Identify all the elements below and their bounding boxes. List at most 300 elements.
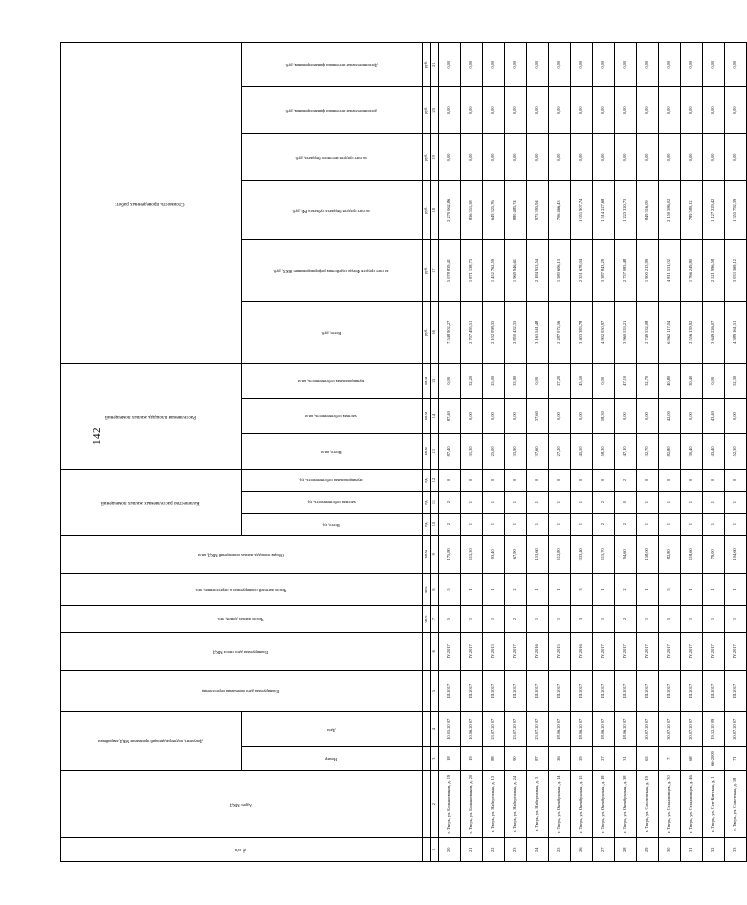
cell-doc-date: 20.07.20 07 (681, 712, 703, 747)
unit-cell: кв.м (423, 363, 431, 398)
col-index: 7 (431, 606, 439, 632)
cell-flats-total: 1 (483, 513, 505, 535)
cell-cost-local: 0,00 (593, 134, 615, 181)
table-row (461, 43, 483, 862)
cell-cost-local: 0,00 (637, 134, 659, 181)
cell-plan-end: III.2017 (593, 670, 615, 711)
cell-residents: 1 (549, 606, 571, 632)
cell-cost-subject: 836 351,58 (461, 181, 483, 240)
cell-residents: 2 (615, 606, 637, 632)
cell-cost-subject: 1 051 907,74 (571, 181, 593, 240)
cell-doc-number: 88 (483, 747, 505, 771)
cell-area-res-mun: 25,00 (483, 363, 505, 398)
cell-area-res-private: 0,00 (549, 398, 571, 433)
cell-cost-subject: 649 325,76 (483, 181, 505, 240)
cell-to-move: 1 (593, 573, 615, 605)
cell-residents: 3 (571, 606, 593, 632)
cell-address: г. Тверь, ул. Набережная, д. 24 (505, 770, 527, 838)
cell-cost-fond: 1 969 946,61 (505, 240, 527, 302)
cell-cost-total: 3 161 541,48 (527, 301, 549, 363)
cell-cost-local: 0,00 (681, 134, 703, 181)
cell-to-move: 1 (549, 573, 571, 605)
cell-area-res-private: 0,00 (505, 398, 527, 433)
cell-area-res-private: 0,00 (637, 398, 659, 433)
cell-flats-mun: 0 (593, 469, 615, 491)
cell-cost-subject: 1 514 227,68 (593, 181, 615, 240)
cell-area-res-private: 87,40 (439, 398, 461, 433)
header-row-captions (61, 43, 242, 862)
cell-doc-number: 29 (571, 747, 593, 771)
cell-cost-subject: 2 150 586,02 (659, 181, 681, 240)
cell-cost-local: 0,00 (439, 134, 461, 181)
cell-residents: 2 (505, 606, 527, 632)
header-col-doc-number: Номер (242, 747, 423, 771)
cell-plan-demolish: IV.2016 (527, 632, 549, 670)
cell-area-res-total: 27,20 (549, 434, 571, 469)
cell-cost-extra2: 0,00 (681, 43, 703, 87)
unit-cell (423, 770, 431, 838)
cell-area-res-private: 0,00 (461, 398, 483, 433)
cell-num: 28 (615, 838, 637, 862)
cell-address: г. Тверь, ул. Октябрьская, д. 38 (615, 770, 637, 838)
cell-cost-extra2: 0,00 (659, 43, 681, 87)
cell-doc-date: 23.07.20 07 (505, 712, 527, 747)
cell-plan-end: III.2017 (483, 670, 505, 711)
cell-flats-private: 1 (571, 491, 593, 513)
header-col-residents: Число жилых домов, чел. (61, 606, 423, 632)
cell-cost-local: 0,00 (505, 134, 527, 181)
table-row (483, 43, 505, 862)
cell-area-res-total: 82,80 (659, 434, 681, 469)
cell-plan-demolish: IV.2016 (571, 632, 593, 670)
cell-area-res-total: 47,10 (615, 434, 637, 469)
cell-plan-end: III.2017 (703, 670, 725, 711)
cell-cost-extra2: 0,00 (593, 43, 615, 87)
col-index: 12 (431, 469, 439, 491)
cell-doc-number: 87 (527, 747, 549, 771)
unit-cell: ед. (423, 469, 431, 491)
cell-to-move: 2 (615, 573, 637, 605)
cell-num: 21 (461, 838, 483, 862)
cell-doc-date: 20.07.20 07 (637, 712, 659, 747)
cell-area-total: 115,30 (461, 535, 483, 573)
cell-area-res-mun: 27,20 (549, 363, 571, 398)
unit-row (423, 43, 431, 862)
cell-address: г. Тверь, ул. Октябрьская, д. 15 (571, 770, 593, 838)
cell-area-res-mun: 33,90 (505, 363, 527, 398)
cell-cost-extra: 0,00 (527, 87, 549, 134)
cell-flats-mun: 0 (659, 469, 681, 491)
cell-area-res-mun: 32,70 (637, 363, 659, 398)
cell-to-move: 1 (483, 573, 505, 605)
cell-cost-subject: 2 270 062,86 (439, 181, 461, 240)
cell-plan-end: III.2017 (659, 670, 681, 711)
cell-flats-total: 2 (593, 513, 615, 535)
header-col-to-move: Число жителей планируемых к переселению, чел. (61, 573, 423, 605)
cell-area-res-total: 45,50 (571, 434, 593, 469)
cell-cost-extra: 0,00 (703, 87, 725, 134)
cell-num: 27 (593, 838, 615, 862)
cell-flats-mun: 0 (725, 469, 747, 491)
col-index: 11 (431, 491, 439, 513)
cell-cost-fond: 1 766 249,80 (681, 240, 703, 302)
cell-flats-private: 1 (725, 491, 747, 513)
cell-flats-private: 1 (703, 491, 725, 513)
col-index: 16 (431, 301, 439, 363)
cell-area-total: 67,90 (505, 535, 527, 573)
cell-flats-private: 0 (615, 491, 637, 513)
cell-cost-subject: 849 316,09 (637, 181, 659, 240)
cell-flats-total: 1 (703, 513, 725, 535)
header-col-plan-demolish: Планируемая дата сноса МКД (61, 632, 423, 670)
header-col-flats-private: частная собственность, ед. (242, 491, 423, 513)
cell-doc-date: 18.06.20 07 (593, 712, 615, 747)
cell-area-res-private: 42,00 (659, 398, 681, 433)
cell-address: г. Тверь, ул. Советская, д. 18 (725, 770, 747, 838)
cell-address: г. Тверь, ул. Октябрьская, д. 14 (549, 770, 571, 838)
cell-cost-local: 0,00 (571, 134, 593, 181)
unit-cell (423, 670, 431, 711)
cell-cost-fond: 2 521 996,58 (703, 240, 725, 302)
cell-num: 26 (571, 838, 593, 862)
cell-flats-private: 1 (505, 491, 527, 513)
cell-cost-total: 4 902 050,97 (593, 301, 615, 363)
cell-plan-demolish: IV.2017 (703, 632, 725, 670)
cell-area-res-total: 30,40 (681, 434, 703, 469)
cell-flats-mun: 0 (571, 469, 593, 491)
cell-cost-extra: 0,00 (615, 87, 637, 134)
header-col-doc-date: Дата (242, 712, 423, 747)
cell-area-res-mun: 0,00 (593, 363, 615, 398)
cell-cost-extra: 0,00 (439, 87, 461, 134)
cell-area-total: 93,40 (483, 535, 505, 573)
cell-to-move: 1 (703, 573, 725, 605)
cell-to-move: 3 (571, 573, 593, 605)
cell-area-total: 104,60 (725, 535, 747, 573)
cell-cost-total: 2 287 072,56 (549, 301, 571, 363)
table-row (571, 43, 593, 862)
cell-area-res-mun: 0,00 (703, 363, 725, 398)
unit-cell: руб. (423, 240, 431, 302)
cell-plan-end: III.2017 (461, 670, 483, 711)
cell-plan-demolish: IV.2017 (439, 632, 461, 670)
col-index: 5 (431, 670, 439, 711)
cell-doc-number: 31 (615, 747, 637, 771)
table-row (439, 43, 461, 862)
cell-to-move: 1 (527, 573, 549, 605)
table-row (615, 43, 637, 862)
cell-address: г. Тверь, ул. Стахановцев, д. 30 (659, 770, 681, 838)
cell-area-total: 153,60 (527, 535, 549, 573)
cell-cost-local: 0,00 (461, 134, 483, 181)
col-index: 17 (431, 240, 439, 302)
cell-doc-number: 26 (549, 747, 571, 771)
cell-flats-private: 2 (593, 491, 615, 513)
col-index: 20 (431, 87, 439, 134)
unit-cell: чел. (423, 573, 431, 605)
cell-cost-total: 4 389 161,51 (725, 301, 747, 363)
cell-doc-number: 18 (439, 747, 461, 771)
relocation-program-table (60, 42, 747, 862)
cell-cost-extra: 0,00 (725, 87, 747, 134)
cell-area-res-private: 0,00 (725, 398, 747, 433)
cell-address: г. Тверь, ул. Большевиков, д. 20 (461, 770, 483, 838)
cell-num: 32 (703, 838, 725, 862)
header-col-cost-extra2: Дополнительные источники финансирования, руб. (242, 43, 423, 87)
cell-area-res-private: 0,00 (681, 398, 703, 433)
page-number: 142 (91, 427, 103, 445)
cell-plan-demolish: IV.2017 (725, 632, 747, 670)
col-index: 10 (431, 513, 439, 535)
cell-cost-extra2: 0,00 (571, 43, 593, 87)
unit-cell: кв.м (423, 398, 431, 433)
cell-doc-number: 63 (637, 747, 659, 771)
cell-area-res-total: 43,40 (703, 434, 725, 469)
cell-to-move: 2 (505, 573, 527, 605)
cell-flats-mun: 0 (483, 469, 505, 491)
table-row (505, 43, 527, 862)
cell-residents: 1 (681, 606, 703, 632)
cell-cost-extra: 0,00 (571, 87, 593, 134)
cell-residents: 1 (461, 606, 483, 632)
header-group-cost: Стоимость проведенных работ: (61, 43, 242, 364)
cell-area-res-private: 43,40 (703, 398, 725, 433)
unit-cell: руб. (423, 181, 431, 240)
col-index: 15 (431, 363, 439, 398)
table-row (527, 43, 549, 862)
header-col-cost-extra: дополнительные источники финансирования, руб. (242, 87, 423, 134)
cell-flats-total: 1 (659, 513, 681, 535)
header-col-area-res-private: частная собственность, кв.м (242, 398, 423, 433)
cell-doc-date: 19.12.20 09 (703, 712, 725, 747)
cell-area-total: 118,60 (681, 535, 703, 573)
cell-num: 33 (725, 838, 747, 862)
cell-address: г. Тверь, ул. Стахановцев, д. 46 (681, 770, 703, 838)
cell-cost-extra2: 0,00 (483, 43, 505, 87)
cell-doc-number: 27 (593, 747, 615, 771)
cell-plan-end: III.2017 (505, 670, 527, 711)
cell-flats-mun: 2 (615, 469, 637, 491)
cell-doc-number: 7 (659, 747, 681, 771)
cell-area-res-private: 37,60 (527, 398, 549, 433)
col-index: 8 (431, 573, 439, 605)
col-index: 6 (431, 632, 439, 670)
cell-cost-fond: 5 078 839,41 (439, 240, 461, 302)
cell-doc-date: 20.07.20 07 (725, 712, 747, 747)
cell-num: 25 (549, 838, 571, 862)
col-index: 1 (431, 838, 439, 862)
cell-address: г. Тверь, ул. Сен-Китская, д. 1 (703, 770, 725, 838)
cell-cost-total: 3 649 226,07 (703, 301, 725, 363)
cell-cost-extra: 0,00 (593, 87, 615, 134)
header-group-area-relocated: Расселяемая площадь жилых помещений (61, 363, 242, 469)
cell-cost-subject: 880 485,74 (505, 181, 527, 240)
cell-area-res-total: 33,90 (505, 434, 527, 469)
cell-cost-fond: 1 580 606,13 (549, 240, 571, 302)
cell-plan-demolish: IV.2017 (593, 632, 615, 670)
cell-cost-extra: 0,00 (637, 87, 659, 134)
cell-cost-fond: 1 871 138,73 (461, 240, 483, 302)
header-col-num: № п/п (61, 838, 423, 862)
cell-flats-total: 1 (461, 513, 483, 535)
cell-flats-private: 1 (659, 491, 681, 513)
cell-cost-extra2: 0,00 (725, 43, 747, 87)
cell-flats-total: 1 (571, 513, 593, 535)
cell-flats-total: 1 (505, 513, 527, 535)
cell-to-move: 1 (681, 573, 703, 605)
col-index: 13 (431, 434, 439, 469)
cell-cost-subject: 1 127 229,42 (703, 181, 725, 240)
cell-area-total: 175,80 (439, 535, 461, 573)
cell-area-res-mun: 0,00 (439, 363, 461, 398)
header-col-cost-subject: за счет средств бюджета субъекта РФ, руб. (242, 181, 423, 240)
cell-to-move: 5 (439, 573, 461, 605)
cell-area-res-total: 52,30 (725, 434, 747, 469)
unit-cell (423, 712, 431, 747)
header-col-flats-mun: муниципальная собственность, ед. (242, 469, 423, 491)
cell-cost-extra2: 0,00 (549, 43, 571, 87)
col-index: 18 (431, 181, 439, 240)
cell-area-res-mun: 30,40 (681, 363, 703, 398)
unit-cell: руб. (423, 134, 431, 181)
cell-plan-end: III.2017 (571, 670, 593, 711)
cell-plan-end: III.2017 (681, 670, 703, 711)
cell-flats-private: 1 (549, 491, 571, 513)
cell-residents: 1 (527, 606, 549, 632)
cell-address: г. Тверь, ул. Набережная, д. 3 (527, 770, 549, 838)
cell-cost-extra2: 0,00 (461, 43, 483, 87)
header-group-doc: Документ, подтверждающий признание МКД аварийным (61, 712, 242, 771)
cell-area-total: 94,60 (615, 535, 637, 573)
cell-plan-end: III.2017 (725, 670, 747, 711)
col-index: 4 (431, 712, 439, 747)
cell-cost-extra: 0,00 (659, 87, 681, 134)
cell-plan-end: III.2017 (527, 670, 549, 711)
cell-cost-fond: 3 033 369,12 (725, 240, 747, 302)
cell-flats-mun: 0 (637, 469, 659, 491)
cell-area-res-mun: 32,20 (461, 363, 483, 398)
unit-cell: руб. (423, 301, 431, 363)
cell-cost-extra: 0,00 (549, 87, 571, 134)
cell-doc-number: 19 (461, 747, 483, 771)
cell-cost-total: 6 962 117,04 (659, 301, 681, 363)
unit-cell: кв.м (423, 434, 431, 469)
cell-area-res-private: 0,00 (615, 398, 637, 433)
cell-flats-private: 1 (681, 491, 703, 513)
col-index: 21 (431, 43, 439, 87)
cell-area-res-total: 58,30 (593, 434, 615, 469)
cell-area-total: 158,00 (637, 535, 659, 573)
cell-residents: 1 (703, 606, 725, 632)
cell-cost-total: 2 749 532,08 (637, 301, 659, 363)
cell-plan-demolish: IV.2013 (483, 632, 505, 670)
cell-doc-date: 23.07.20 07 (483, 712, 505, 747)
cell-residents: 1 (637, 606, 659, 632)
cell-flats-mun: 0 (505, 469, 527, 491)
cell-cost-extra2: 0,00 (703, 43, 725, 87)
cell-cost-fond: 1 452 762,59 (483, 240, 505, 302)
cell-plan-demolish: IV.2015 (549, 632, 571, 670)
table-row (593, 43, 615, 862)
cell-plan-end: III.2017 (637, 670, 659, 711)
unit-cell: чел. (423, 606, 431, 632)
cell-flats-total: 2 (439, 513, 461, 535)
cell-residents: 5 (659, 606, 681, 632)
cell-to-move: 1 (725, 573, 747, 605)
cell-area-res-total: 31,30 (461, 434, 483, 469)
cell-cost-total: 3 403 383,78 (571, 301, 593, 363)
cell-plan-end: III.2017 (549, 670, 571, 711)
cell-cost-extra: 0,00 (505, 87, 527, 134)
table-row (637, 43, 659, 862)
cell-cost-fond: 1 900 215,99 (637, 240, 659, 302)
cell-area-total: 333,40 (571, 535, 593, 573)
cell-area-total: 82,80 (659, 535, 681, 573)
cell-doc-date: 18.06.20 07 (549, 712, 571, 747)
table-row (681, 43, 703, 862)
cell-flats-total: 1 (549, 513, 571, 535)
header-group-count-relocated: Количество расселяемых жилых помещений (61, 469, 242, 535)
cell-flats-private: 1 (527, 491, 549, 513)
cell-cost-fond: 2 737 085,48 (615, 240, 637, 302)
cell-cost-extra2: 0,00 (637, 43, 659, 87)
cell-plan-end: III.2017 (439, 670, 461, 711)
cell-area-res-mun: 40,80 (659, 363, 681, 398)
cell-area-res-mun: 45,50 (571, 363, 593, 398)
cell-residents: 1 (593, 606, 615, 632)
cell-cost-total: 2 102 098,35 (483, 301, 505, 363)
header-col-cost-local: за счет средств местного бюджета, руб. (242, 134, 423, 181)
header-col-cost-total: Всего, руб. (242, 301, 423, 363)
cell-plan-end: III.2017 (615, 670, 637, 711)
cell-area-res-private: 0,00 (571, 398, 593, 433)
cell-cost-local: 0,00 (725, 134, 747, 181)
col-index: 9 (431, 535, 439, 573)
cell-address: г. Тверь, ул. Смоленская, д. 19 (637, 770, 659, 838)
cell-to-move: 1 (461, 573, 483, 605)
cell-area-res-mun: 0,00 (527, 363, 549, 398)
table-row (659, 43, 681, 862)
cell-plan-demolish: IV.2017 (461, 632, 483, 670)
table-row (725, 43, 747, 862)
header-row-subcaptions (242, 43, 423, 862)
cell-flats-mun: 0 (549, 469, 571, 491)
cell-area-res-total: 25,00 (483, 434, 505, 469)
cell-cost-subject: 706 466,43 (549, 181, 571, 240)
header-col-area-res-mun: муниципальная собственность, кв.м (242, 363, 423, 398)
landscape-table-wrapper (60, 42, 738, 862)
col-index: 2 (431, 770, 439, 838)
cell-doc-date: 10.06.20 07 (461, 712, 483, 747)
cell-doc-date: 30.07.20 07 (659, 712, 681, 747)
cell-flats-mun: 0 (681, 469, 703, 491)
cell-address: г. Тверь, ул. Большевиков, д. 19 (439, 770, 461, 838)
cell-cost-extra: 0,00 (483, 87, 505, 134)
cell-cost-total: 3 960 533,21 (615, 301, 637, 363)
cell-area-total: 79,00 (703, 535, 725, 573)
cell-plan-demolish: IV.2017 (681, 632, 703, 670)
unit-cell: ед. (423, 513, 431, 535)
header-col-cost-fond: за счет средств Фонда содействия реформированию ЖКХ, руб. (242, 240, 423, 302)
cell-plan-demolish: IV.2017 (637, 632, 659, 670)
cell-cost-local: 0,00 (703, 134, 725, 181)
header-col-address: Адрес МКД (61, 770, 423, 838)
cell-doc-date: 18.06.20 07 (615, 712, 637, 747)
cell-flats-mun: 0 (527, 469, 549, 491)
cell-doc-number: 68 (681, 747, 703, 771)
cell-address: г. Тверь, ул. Набережная, д. 13 (483, 770, 505, 838)
cell-plan-demolish: IV.2017 (615, 632, 637, 670)
